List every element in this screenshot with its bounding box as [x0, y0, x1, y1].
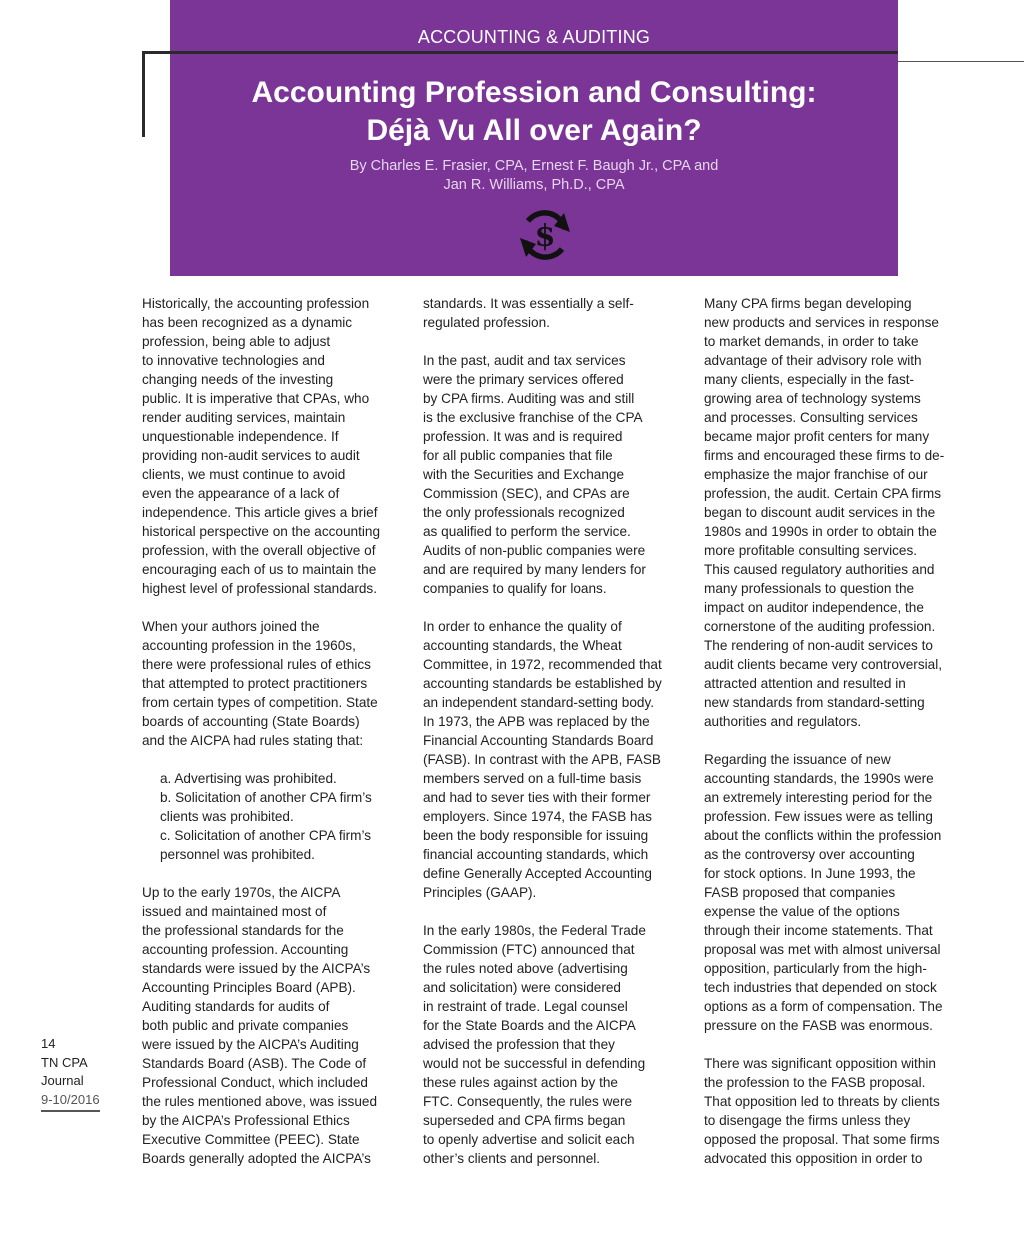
article-title-line-2: Déjà Vu All over Again? — [366, 114, 702, 147]
paragraph: In the early 1980s, the Federal Trade Commission (FTC) announced that the rules noted above (advertising and solicitation) were considered in restraint of trade. Legal counsel for the State Boards and the AICPA advised the profession that they would not be successful in defending these rules against action by the FTC. Consequently, the rules were superseded and CPA firms began to openly advertise and solicit each other’s clients and personnel. — [423, 923, 646, 1166]
paragraph: In the past, audit and tax services were the primary services offered by CPA firms. Auditing was and still is the exclusive franchise of the CPA profession. It was and is required for all public companies that file with the Securities and Exchange Commission (SEC), and CPAs are the only professionals recognized as qualified to perform the service. Audits of non-public companies were and are required by many lenders for companies to qualify for loans. — [423, 353, 646, 596]
publication-name-line-1: TN CPA — [41, 1054, 88, 1070]
paragraph: Many CPA firms began developing new products and services in response to market demands, in order to take advantage of their advisory role with many clients, especially in the fast- growing area of technology systems and processes. Consulting services became major profit centers for many firms and encouraged these firms to de- emphasize the major franchise of our profession, the audit. Certain CPA firms began to discount audit services in the 1980s and 1990s in order to obtain the more profitable consulting services. This caused regulatory authorities and many professionals to question the impact on auditor independence, the cornerstone of the auditing profession. The rendering of non-audit services to audit clients became very controversial, attracted attention and resulted in new standards from standard-setting authorities and regulators. — [704, 296, 945, 729]
paragraph: Up to the early 1970s, the AICPA issued and maintained most of the professional standards for the accounting profession. Accounting standards were issued by the AICPA’s Accounting Principles Board (APB). Auditing standards for audits of both public and private companies were issued by the AICPA’s Auditing Standards Board (ASB). The Code of Professional Conduct, which included the rules mentioned above, was issued by the AICPA’s Professional Ethics Executive Committee (PEEC). State Boards generally adopted the AICPA’s — [142, 885, 378, 1166]
rules-list — [142, 769, 412, 864]
dollar-cycle-icon — [515, 205, 575, 265]
article-column-2 — [423, 294, 693, 1187]
header-rule-vertical — [142, 51, 145, 137]
paragraph: Historically, the accounting profession has been recognized as a dynamic profession, being able to adjust to innovative technologies and changing needs of the investing public. It is imperative that CPAs, who render auditing services, maintain unquestionable independence. If providing non-audit services to audit clients, we must continue to avoid even the appearance of a lack of independence. This article gives a brief historical perspective on the accounting profession, with the overall objective of encouraging each of us to maintain the highest level of professional standards. — [142, 296, 381, 596]
list-item: c. Solicitation of another CPA firm’s personnel was prohibited. — [160, 828, 372, 862]
issue-date: 9-10/2016 — [41, 1091, 100, 1113]
list-item: a. Advertising was prohibited. — [160, 771, 337, 786]
publication-name-line-2: Journal — [41, 1073, 84, 1088]
paragraph: When your authors joined the accounting profession in the 1960s, there were professional rules of ethics that attempted to protect practitioners from certain types of competition. State boards of accounting (State Boards) and the AICPA had rules stating that: — [142, 619, 378, 748]
article-column-1 — [142, 294, 412, 1187]
paragraph: standards. It was essentially a self- regulated profession. — [423, 296, 634, 330]
paragraph: There was significant opposition within the profession to the FASB proposal. That opposition led to threats by clients to disengage the firms unless they opposed the proposal. That some firms advocated this opposition in order to — [704, 1056, 940, 1166]
page-number: 14 — [41, 1036, 56, 1051]
byline-line-1: By Charles E. Frasier, CPA, Ernest F. Baugh Jr., CPA and — [349, 158, 719, 174]
byline-line-2: Jan R. Williams, Ph.D., CPA — [443, 177, 625, 193]
header-rule-extension — [898, 61, 1024, 62]
page-folio — [41, 1035, 100, 1112]
article-column-3 — [704, 294, 974, 1187]
paragraph: Regarding the issuance of new accounting standards, the 1990s were an extremely interesting period for the profession. Few issues were as telling about the conflicts within the profession as the controversy over accounting for stock options. In June 1993, the FASB proposed that companies expense the value of the options through their income statements. That proposal was met with almost universal opposition, particularly from the high- tech industries that depended on stock options as a form of compensation. The pressure on the FASB was enormous. — [704, 752, 943, 1033]
header-rule-horizontal — [142, 51, 898, 54]
article-title-line-1: Accounting Profession and Consulting: — [251, 76, 817, 109]
byline — [170, 157, 898, 195]
list-item: b. Solicitation of another CPA firm’s clients was prohibited. — [160, 790, 372, 824]
paragraph: In order to enhance the quality of accounting standards, the Wheat Committee, in 1972, recommended that accounting standards be established by an independent standard-setting body. In 1973, the APB was replaced by the Financial Accounting Standards Board (FASB). In contrast with the APB, FASB members served on a full-time basis and had to sever ties with their former employers. Since 1974, the FASB has been the body responsible for issuing financial accounting standards, which define Generally Accepted Accounting Principles (GAAP). — [423, 619, 662, 900]
article-title — [170, 74, 898, 150]
dollar-symbol: $ — [534, 219, 556, 254]
section-label: ACCOUNTING & AUDITING — [417, 27, 651, 47]
